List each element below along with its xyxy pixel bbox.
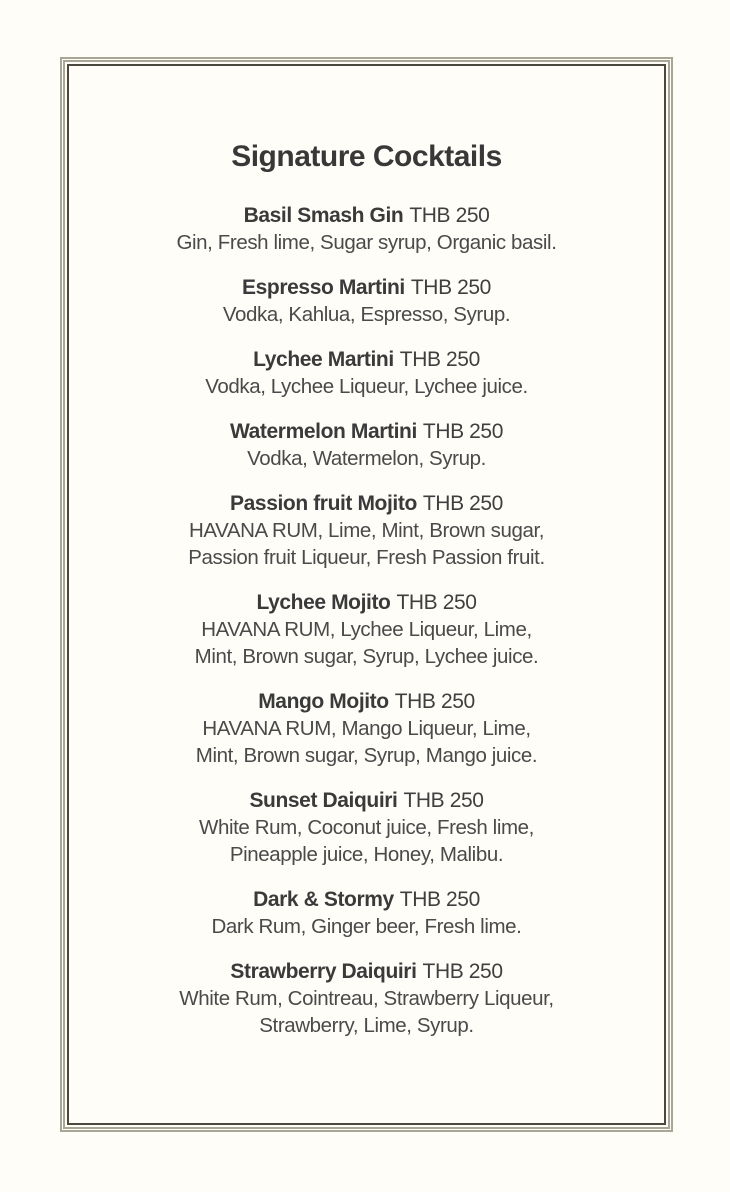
- item-name: Espresso Martini: [242, 276, 405, 299]
- menu-item: [69, 787, 664, 868]
- item-price: THB 250: [394, 690, 475, 713]
- item-name: Sunset Daiquiri: [249, 789, 398, 812]
- item-description: [69, 517, 664, 571]
- item-price: THB 250: [410, 276, 491, 299]
- item-description-line: Mint, Brown sugar, Syrup, Lychee juice.: [194, 645, 539, 668]
- item-price: THB 250: [399, 888, 480, 911]
- menu-item: [69, 958, 664, 1039]
- item-description: [69, 445, 664, 472]
- item-description-line: HAVANA RUM, Mango Liqueur, Lime,: [202, 717, 531, 740]
- menu-item: [69, 886, 664, 940]
- item-name: Dark & Stormy: [253, 888, 394, 911]
- item-price: THB 250: [403, 789, 484, 812]
- item-heading: [69, 688, 664, 715]
- item-name: Passion fruit Mojito: [230, 492, 417, 515]
- menu-content: [69, 66, 664, 1123]
- item-description-line: Vodka, Kahlua, Espresso, Syrup.: [222, 303, 511, 326]
- item-heading: [69, 490, 664, 517]
- item-description-line: Gin, Fresh lime, Sugar syrup, Organic basil.: [176, 231, 557, 254]
- item-heading: [69, 958, 664, 985]
- item-description: [69, 913, 664, 940]
- item-heading: [69, 787, 664, 814]
- item-description-line: Strawberry, Lime, Syrup.: [259, 1014, 474, 1037]
- item-description-line: Pineapple juice, Honey, Malibu.: [229, 843, 504, 866]
- item-price: THB 250: [409, 204, 490, 227]
- item-description-line: HAVANA RUM, Lime, Mint, Brown sugar,: [188, 519, 545, 542]
- item-description-line: Passion fruit Liqueur, Fresh Passion fruit.: [188, 546, 545, 569]
- item-description: [69, 715, 664, 769]
- item-heading: [69, 274, 664, 301]
- item-description-line: Vodka, Lychee Liqueur, Lychee juice.: [205, 375, 528, 398]
- item-name: Lychee Martini: [253, 348, 394, 371]
- item-description-line: HAVANA RUM, Lychee Liqueur, Lime,: [201, 618, 532, 641]
- item-description-line: White Rum, Cointreau, Strawberry Liqueur,: [179, 987, 554, 1010]
- item-heading: [69, 346, 664, 373]
- item-price: THB 250: [422, 420, 503, 443]
- item-name: Strawberry Daiquiri: [230, 960, 417, 983]
- menu-item: [69, 589, 664, 670]
- item-name: Mango Mojito: [258, 690, 389, 713]
- item-name: Basil Smash Gin: [243, 204, 404, 227]
- menu-item: [69, 346, 664, 400]
- item-heading: [69, 886, 664, 913]
- item-description: [69, 229, 664, 256]
- menu-item: [69, 490, 664, 571]
- item-price: THB 250: [396, 591, 477, 614]
- item-description-line: Mint, Brown sugar, Syrup, Mango juice.: [195, 744, 538, 767]
- menu-title: Signature Cocktails: [231, 140, 502, 173]
- menu-item: [69, 202, 664, 256]
- item-description-line: Dark Rum, Ginger beer, Fresh lime.: [211, 915, 522, 938]
- item-heading: [69, 418, 664, 445]
- menu-item: [69, 274, 664, 328]
- item-description: [69, 301, 664, 328]
- item-description: [69, 373, 664, 400]
- item-name: Watermelon Martini: [230, 420, 417, 443]
- item-description: [69, 616, 664, 670]
- item-description: [69, 814, 664, 868]
- item-heading: [69, 202, 664, 229]
- decorative-inner-frame: [67, 64, 666, 1125]
- menu-item: [69, 418, 664, 472]
- item-price: THB 250: [422, 492, 503, 515]
- item-description-line: Vodka, Watermelon, Syrup.: [247, 447, 486, 470]
- item-name: Lychee Mojito: [256, 591, 391, 614]
- item-description-line: White Rum, Coconut juice, Fresh lime,: [199, 816, 534, 839]
- item-price: THB 250: [422, 960, 503, 983]
- menu-item: [69, 688, 664, 769]
- item-heading: [69, 589, 664, 616]
- menu-items-list: [69, 202, 664, 1039]
- decorative-outer-frame: [60, 57, 673, 1132]
- item-price: THB 250: [399, 348, 480, 371]
- item-description: [69, 985, 664, 1039]
